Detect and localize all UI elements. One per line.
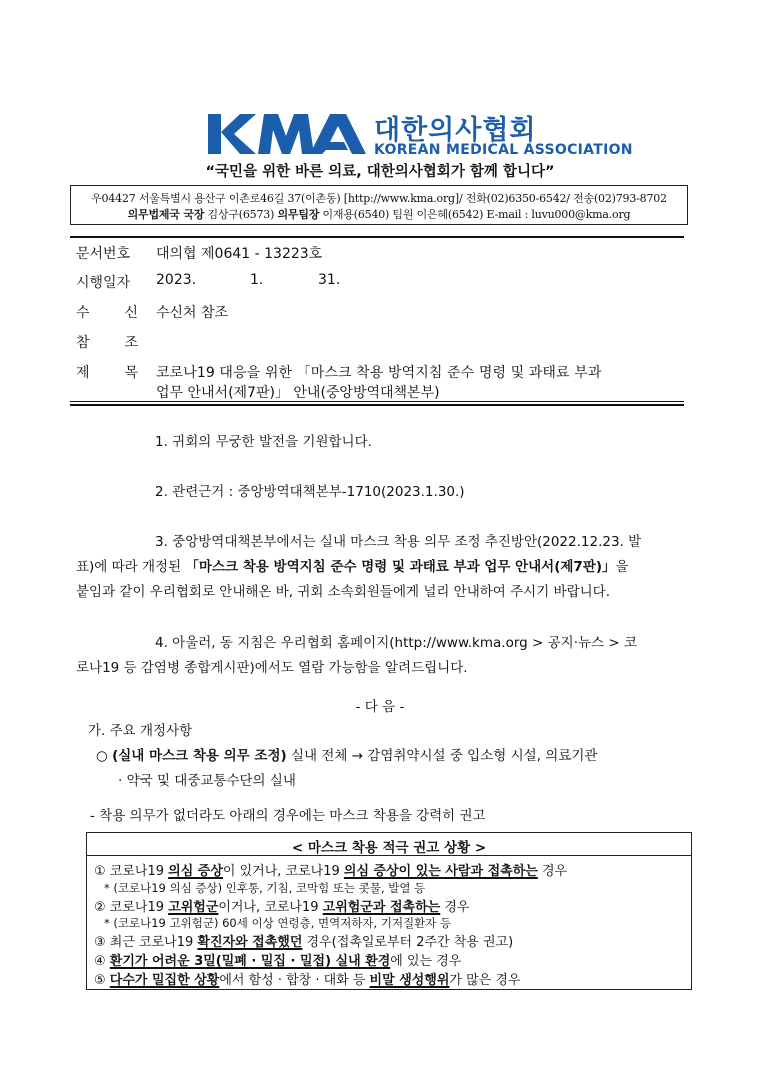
paragraph-2: 2. 관련근거 : 중앙방역대책본부-1710(2023.1.30.) (155, 484, 465, 500)
item-1-b: 의심 증상 (168, 864, 223, 879)
paragraph-3-line2 (76, 557, 629, 577)
item-2-c: 이거나, 코로나19 (218, 900, 323, 915)
item-2-b: 고위험군 (168, 900, 219, 915)
reference-label-b: 조 (124, 335, 138, 351)
item-3-a: 최근 코로나19 (105, 935, 198, 950)
item-4-c: 에 있는 경우 (390, 954, 462, 969)
item-1-d: 의심 증상이 있는 사람과 접촉하는 (343, 864, 538, 879)
box-title: < 마스크 착용 적극 권고 상황 > (291, 840, 487, 856)
circle-bold: (실내 마스크 착용 의무 조정) (112, 748, 287, 764)
doc-no-label: 문서번호 (76, 246, 131, 262)
p3-post: 을 (615, 559, 629, 575)
slogan: “국민을 위한 바른 의료, 대한의사협회가 함께 합니다” (205, 164, 555, 180)
item-1-e: 경우 (537, 864, 568, 879)
reference-label (76, 332, 138, 352)
recipient: 수신처 참조 (156, 305, 229, 321)
meta-rule-2 (70, 404, 684, 406)
p3-pre: 표)에 따라 개정된 (76, 559, 186, 575)
p3-bold: 「마스크 착용 방역지침 준수 명령 및 과태료 부과 업무 안내서(제7판)」 (185, 559, 616, 575)
item-1-a: 코로나19 (105, 864, 169, 879)
circle-item (96, 746, 597, 766)
subject-label (76, 362, 138, 382)
section-ga: 가. 주요 개정사항 (88, 723, 193, 739)
box-item-5 (94, 969, 520, 988)
box-item-1 (94, 860, 567, 879)
logo-korean-name: 대한의사협회 (374, 115, 537, 146)
paragraph-1: 1. 귀회의 무궁한 발전을 기원합니다. (155, 434, 372, 450)
item-1-c: 이 있거나, 코로나19 (222, 864, 344, 879)
recipient-label-b: 신 (124, 305, 138, 321)
item-3-num: ③ (94, 935, 106, 950)
subject-line1: 코로나19 대응을 위한 「마스크 착용 방역지침 준수 명령 및 과태료 부과 (156, 365, 602, 381)
item-5-c: 에서 함성 · 합창 · 대화 등 (219, 973, 370, 988)
paragraph-4-line2: 로나19 등 감염병 종합게시판)에서도 열람 가능함을 알려드립니다. (76, 660, 468, 676)
logo-english-name: KOREAN MEDICAL ASSOCIATION (374, 142, 633, 158)
team-label: 의무팀장 (277, 208, 320, 221)
dash-line: - 착용 의무가 없더라도 아래의 경우에는 마스크 착용을 강력히 권고 (90, 808, 486, 824)
box-item-3 (94, 931, 513, 950)
circle-item-line2: · 약국 및 대중교통수단의 실내 (118, 773, 296, 789)
dept-label: 의무법제국 국장 (127, 208, 205, 221)
item-2-num: ② (94, 900, 106, 915)
item-3-c: 경우(접촉일로부터 2주간 착용 권고) (302, 935, 514, 950)
item-1-num: ① (94, 864, 106, 879)
box-note-2: * (코로나19 고위험군) 60세 이상 연령층, 면역저하자, 기저질환자 등 (104, 916, 452, 930)
reference-label-a: 참 (76, 335, 90, 351)
item-5-b: 다수가 밀집한 상황 (109, 973, 220, 988)
paragraph-3-line3: 붙임과 같이 우리협회로 안내해온 바, 귀회 소속회원들에게 널리 안내하여 주시기 바랍니다. (76, 584, 611, 600)
dagum-heading: - 다 음 - (355, 699, 405, 715)
subject-label-b: 목 (124, 365, 138, 381)
subject-line2: 업무 안내서(제7판)」 안내(중앙방역대책본부) (156, 385, 440, 401)
dept-name: 김상구(6573) (204, 208, 278, 221)
address-line: 우04427 서울특별시 용산구 이촌로46길 37(이촌동) [http://www.kma.org]/ 전화(02)6350-6542/ 전송(02)793-8702 (91, 192, 667, 205)
kma-logo (206, 110, 371, 158)
date-year: 2023. (156, 272, 197, 288)
item-2-d: 고위험군과 접촉하는 (322, 900, 441, 915)
header-rule (70, 236, 684, 238)
meta-rule-1 (70, 401, 684, 402)
item-2-e: 경우 (440, 900, 470, 915)
item-5-num: ⑤ (94, 973, 106, 988)
date-label: 시행일자 (76, 275, 131, 291)
item-4-num: ④ (94, 954, 106, 969)
contact-line (70, 206, 688, 222)
paragraph-3-line1: 3. 중앙방역대책본부에서는 실내 마스크 착용 의무 조정 추진방안(2022.12.23. 발 (155, 534, 642, 550)
kma-logo-mark (206, 110, 371, 158)
box-item-4 (94, 950, 461, 969)
circle-icon: ○ (96, 748, 108, 764)
item-5-d: 비말 생성행위 (369, 973, 450, 988)
subject-label-a: 제 (76, 365, 90, 381)
box-item-2 (94, 896, 469, 915)
date-day: 31. (318, 272, 341, 288)
recipient-label-a: 수 (76, 305, 90, 321)
circle-rest: 실내 전체 → 감염취약시설 중 입소형 시설, 의료기관 (286, 748, 598, 764)
box-note-1: * (코로나19 의심 증상) 인후통, 기침, 코막힘 또는 콧물, 발열 등 (104, 881, 426, 895)
recipient-label (76, 302, 138, 322)
item-4-b: 환기가 어려운 3밀(밀폐 · 밀집 · 밀접) 실내 환경 (109, 954, 391, 969)
doc-no: 대의협 제0641 - 13223호 (156, 246, 323, 262)
date-month: 1. (250, 272, 264, 288)
item-3-b: 확진자와 접촉했던 (197, 935, 303, 950)
contact-rest: 이재용(6540) 팀원 이은혜(6542) E-mail : luvu000@kma.org (319, 208, 631, 221)
item-5-e: 가 많은 경우 (449, 973, 521, 988)
item-2-a: 코로나19 (105, 900, 169, 915)
paragraph-4-line1: 4. 아울러, 동 지침은 우리협회 홈페이지(http://www.kma.org > 공지·뉴스 > 코 (155, 635, 638, 651)
